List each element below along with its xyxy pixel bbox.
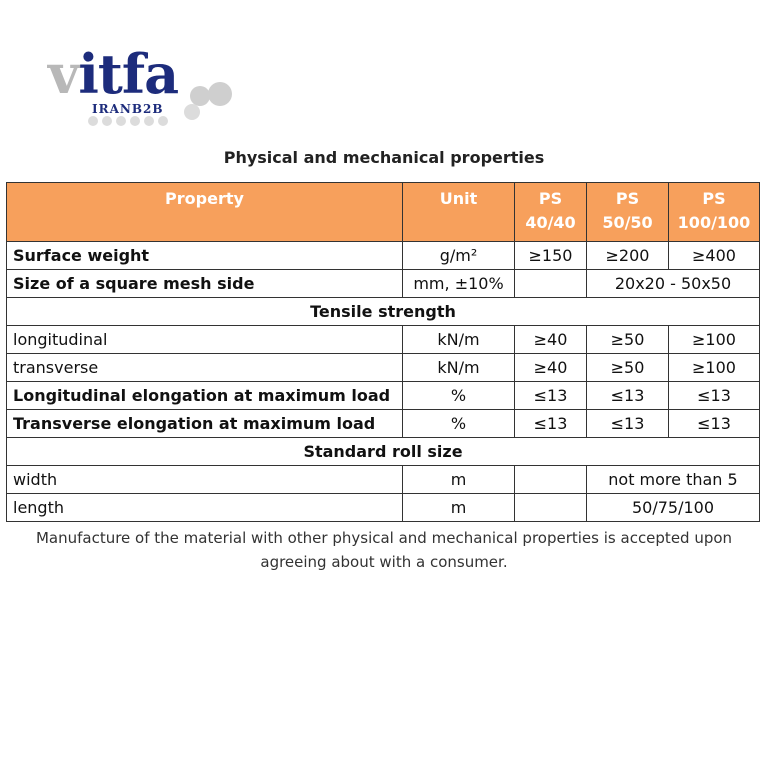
table-row: [7, 354, 760, 382]
logo-dot: [102, 116, 112, 126]
vitfa-logo: [48, 42, 238, 131]
row-value: ≥400: [669, 242, 760, 270]
logo-dot: [144, 116, 154, 126]
table-row: [7, 466, 760, 494]
section-row: [7, 438, 760, 466]
row-value: ≥100: [669, 354, 760, 382]
header-unit: Unit: [403, 183, 515, 242]
section-tensile-strength: Tensile strength: [7, 298, 760, 326]
row-value: ≥200: [587, 242, 669, 270]
row-value: ≥40: [515, 354, 587, 382]
table-row: [7, 270, 760, 298]
row-value: ≥100: [669, 326, 760, 354]
table-row: [7, 326, 760, 354]
row-unit: kN/m: [403, 354, 515, 382]
row-value: ≤13: [587, 382, 669, 410]
section-row: [7, 298, 760, 326]
table-row: [7, 494, 760, 522]
row-label: Transverse elongation at maximum load: [7, 410, 403, 438]
table-row: [7, 242, 760, 270]
row-merged-value: 20x20 - 50x50: [587, 270, 760, 298]
row-unit: %: [403, 382, 515, 410]
table-row: [7, 410, 760, 438]
logo-dot: [130, 116, 140, 126]
row-value: [515, 466, 587, 494]
logo-wordmark: vitfa: [48, 42, 179, 106]
header-ps-40: PS 40/40: [515, 183, 587, 242]
header-ps-50: PS 50/50: [587, 183, 669, 242]
table-row: [7, 382, 760, 410]
row-value: ≤13: [669, 410, 760, 438]
row-unit: %: [403, 410, 515, 438]
row-unit: kN/m: [403, 326, 515, 354]
logo-dot: [190, 86, 210, 106]
page-title: Physical and mechanical properties: [223, 148, 545, 167]
row-value: ≤13: [515, 410, 587, 438]
row-label: longitudinal: [7, 326, 403, 354]
header-ps-100: PS 100/100: [669, 183, 760, 242]
row-unit: g/m²: [403, 242, 515, 270]
header-row: [7, 183, 760, 242]
section-roll-size: Standard roll size: [7, 438, 760, 466]
row-unit: m: [403, 466, 515, 494]
properties-table: [6, 182, 760, 522]
row-unit: mm, ±10%: [403, 270, 515, 298]
row-value: ≥40: [515, 326, 587, 354]
row-value: ≤13: [587, 410, 669, 438]
logo-dot: [158, 116, 168, 126]
row-value: ≥50: [587, 326, 669, 354]
footnote: Manufacture of the material with other physical and mechanical properties is accepted upon agreeing about with a consumer.: [35, 529, 733, 571]
row-merged-value: 50/75/100: [587, 494, 760, 522]
row-value: [515, 270, 587, 298]
row-value: [515, 494, 587, 522]
row-value: ≤13: [669, 382, 760, 410]
row-label: Longitudinal elongation at maximum load: [7, 382, 403, 410]
row-label: Surface weight: [7, 242, 403, 270]
row-label: length: [7, 494, 403, 522]
logo-dot: [116, 116, 126, 126]
row-label: Size of a square mesh side: [7, 270, 403, 298]
row-unit: m: [403, 494, 515, 522]
row-label: transverse: [7, 354, 403, 382]
header-property: Property: [7, 183, 403, 242]
logo-dot: [208, 82, 232, 106]
logo-dot: [184, 104, 200, 120]
logo-subtitle: IRANB2B: [92, 102, 164, 116]
row-value: ≥50: [587, 354, 669, 382]
row-value: ≤13: [515, 382, 587, 410]
logo-dot: [88, 116, 98, 126]
row-merged-value: not more than 5: [587, 466, 760, 494]
row-value: ≥150: [515, 242, 587, 270]
row-label: width: [7, 466, 403, 494]
